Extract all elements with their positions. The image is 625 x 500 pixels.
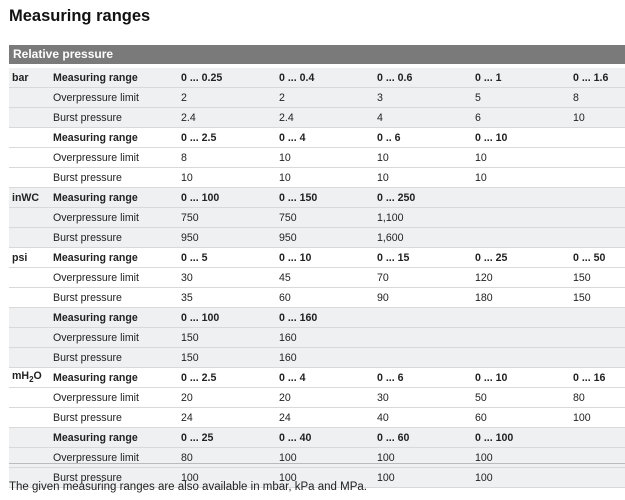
unit-cell: [9, 388, 53, 408]
value-cell: 0 .. 6: [377, 128, 475, 148]
value-cell: 100: [181, 468, 279, 488]
value-cell: [573, 348, 625, 368]
row-label: Overpressure limit: [53, 88, 181, 108]
value-cell: 40: [377, 408, 475, 428]
unit-cell: [9, 308, 53, 328]
value-cell: 2: [279, 88, 377, 108]
row-label: Burst pressure: [53, 288, 181, 308]
row-label: Overpressure limit: [53, 268, 181, 288]
value-cell: 150: [573, 288, 625, 308]
unit-cell: [9, 328, 53, 348]
table-row: [9, 448, 625, 468]
value-cell: 0 ... 0.6: [377, 68, 475, 88]
value-cell: 0 ... 2.5: [181, 368, 279, 388]
value-cell: 24: [279, 408, 377, 428]
value-cell: [573, 168, 625, 188]
value-cell: 80: [181, 448, 279, 468]
value-cell: 950: [181, 228, 279, 248]
value-cell: 100: [377, 448, 475, 468]
value-cell: 0 ... 40: [279, 428, 377, 448]
row-label: Measuring range: [53, 188, 181, 208]
value-cell: [573, 148, 625, 168]
value-cell: [475, 308, 573, 328]
row-label: Measuring range: [53, 368, 181, 388]
value-cell: [573, 468, 625, 488]
value-cell: 0 ... 6: [377, 368, 475, 388]
value-cell: 10: [475, 168, 573, 188]
value-cell: [573, 428, 625, 448]
value-cell: 30: [377, 388, 475, 408]
value-cell: 160: [279, 328, 377, 348]
table-row: [9, 108, 625, 128]
value-cell: 10: [279, 148, 377, 168]
value-cell: 0 ... 250: [377, 188, 475, 208]
unit-cell: [9, 128, 53, 148]
value-cell: 60: [279, 288, 377, 308]
unit-cell: [9, 448, 53, 468]
row-label: Measuring range: [53, 248, 181, 268]
value-cell: 2.4: [181, 108, 279, 128]
unit-cell: bar: [9, 68, 53, 88]
row-label: Overpressure limit: [53, 388, 181, 408]
table-row: [9, 148, 625, 168]
value-cell: 4: [377, 108, 475, 128]
value-cell: 70: [377, 268, 475, 288]
section-header-relative-pressure: Relative pressure: [9, 45, 625, 64]
value-cell: 35: [181, 288, 279, 308]
value-cell: 10: [181, 168, 279, 188]
value-cell: 20: [279, 388, 377, 408]
row-label: Measuring range: [53, 68, 181, 88]
table-row: [9, 228, 625, 248]
row-label: Burst pressure: [53, 108, 181, 128]
value-cell: 0 ... 60: [377, 428, 475, 448]
page-title: Measuring ranges: [9, 7, 151, 25]
value-cell: 0 ... 100: [181, 308, 279, 328]
value-cell: 100: [279, 468, 377, 488]
table-row: [9, 328, 625, 348]
table-row: [9, 308, 625, 328]
value-cell: 0 ... 15: [377, 248, 475, 268]
table-row: [9, 68, 625, 88]
value-cell: 60: [475, 408, 573, 428]
value-cell: [377, 328, 475, 348]
table-row: [9, 348, 625, 368]
value-cell: 0 ... 10: [475, 128, 573, 148]
row-label: Burst pressure: [53, 348, 181, 368]
table-row: [9, 168, 625, 188]
row-label: Overpressure limit: [53, 148, 181, 168]
value-cell: 90: [377, 288, 475, 308]
unit-cell: [9, 88, 53, 108]
measuring-ranges-table: [9, 68, 625, 488]
value-cell: 10: [377, 148, 475, 168]
value-cell: 0 ... 160: [279, 308, 377, 328]
value-cell: 0 ... 100: [181, 188, 279, 208]
value-cell: 10: [475, 148, 573, 168]
value-cell: 2.4: [279, 108, 377, 128]
unit-cell: [9, 168, 53, 188]
value-cell: 0 ... 10: [475, 368, 573, 388]
value-cell: 1,100: [377, 208, 475, 228]
value-cell: [475, 188, 573, 208]
value-cell: 30: [181, 268, 279, 288]
value-cell: 24: [181, 408, 279, 428]
row-label: Burst pressure: [53, 408, 181, 428]
table-row: [9, 288, 625, 308]
row-label: Burst pressure: [53, 468, 181, 488]
value-cell: [475, 228, 573, 248]
value-cell: 120: [475, 268, 573, 288]
value-cell: 2: [181, 88, 279, 108]
value-cell: 10: [279, 168, 377, 188]
value-cell: 50: [475, 388, 573, 408]
value-cell: 80: [573, 388, 625, 408]
value-cell: 750: [279, 208, 377, 228]
value-cell: 45: [279, 268, 377, 288]
value-cell: 0 ... 25: [181, 428, 279, 448]
table-row: [9, 248, 625, 268]
row-label: Burst pressure: [53, 228, 181, 248]
value-cell: 0 ... 4: [279, 368, 377, 388]
footnote: The given measuring ranges are also available in mbar, kPa and MPa.: [9, 481, 367, 493]
table-row: [9, 408, 625, 428]
unit-cell: [9, 268, 53, 288]
value-cell: 0 ... 5: [181, 248, 279, 268]
value-cell: [573, 228, 625, 248]
value-cell: 0 ... 0.4: [279, 68, 377, 88]
value-cell: [573, 188, 625, 208]
value-cell: 150: [181, 348, 279, 368]
value-cell: [573, 448, 625, 468]
value-cell: 750: [181, 208, 279, 228]
value-cell: 6: [475, 108, 573, 128]
value-cell: 100: [475, 448, 573, 468]
row-label: Measuring range: [53, 308, 181, 328]
value-cell: [377, 348, 475, 368]
row-label: Overpressure limit: [53, 208, 181, 228]
value-cell: [573, 208, 625, 228]
value-cell: [475, 328, 573, 348]
value-cell: 150: [573, 268, 625, 288]
value-cell: 10: [377, 168, 475, 188]
value-cell: 950: [279, 228, 377, 248]
unit-cell: [9, 228, 53, 248]
unit-cell: $mH_2O$: [9, 368, 53, 388]
unit-cell: psi: [9, 248, 53, 268]
value-cell: 0 ... 50: [573, 248, 625, 268]
value-cell: 0 ... 4: [279, 128, 377, 148]
table-row: [9, 188, 625, 208]
value-cell: 100: [279, 448, 377, 468]
unit-cell: [9, 108, 53, 128]
value-cell: 0 ... 1.6: [573, 68, 625, 88]
value-cell: 180: [475, 288, 573, 308]
value-cell: 100: [475, 468, 573, 488]
row-label: Overpressure limit: [53, 328, 181, 348]
row-label: Overpressure limit: [53, 448, 181, 468]
table-row: [9, 368, 625, 388]
value-cell: 10: [573, 108, 625, 128]
value-cell: 5: [475, 88, 573, 108]
table-row: [9, 88, 625, 108]
value-cell: [573, 128, 625, 148]
value-cell: [573, 328, 625, 348]
value-cell: [475, 348, 573, 368]
bottom-divider: [9, 463, 625, 464]
value-cell: [573, 308, 625, 328]
value-cell: 0 ... 2.5: [181, 128, 279, 148]
value-cell: 3: [377, 88, 475, 108]
value-cell: 8: [573, 88, 625, 108]
value-cell: 0 ... 150: [279, 188, 377, 208]
value-cell: 0 ... 16: [573, 368, 625, 388]
unit-cell: [9, 428, 53, 448]
value-cell: 20: [181, 388, 279, 408]
value-cell: [377, 308, 475, 328]
value-cell: 0 ... 10: [279, 248, 377, 268]
value-cell: 100: [377, 468, 475, 488]
value-cell: [475, 208, 573, 228]
value-cell: 1,600: [377, 228, 475, 248]
value-cell: 100: [573, 408, 625, 428]
value-cell: 0 ... 0.25: [181, 68, 279, 88]
row-label: Measuring range: [53, 428, 181, 448]
unit-cell: [9, 348, 53, 368]
unit-cell: [9, 208, 53, 228]
table-row: [9, 128, 625, 148]
value-cell: 0 ... 25: [475, 248, 573, 268]
value-cell: 150: [181, 328, 279, 348]
table-row: [9, 388, 625, 408]
unit-cell: inWC: [9, 188, 53, 208]
value-cell: 160: [279, 348, 377, 368]
unit-cell: [9, 408, 53, 428]
table-row: [9, 428, 625, 448]
value-cell: 0 ... 1: [475, 68, 573, 88]
table-row: [9, 208, 625, 228]
unit-cell: [9, 148, 53, 168]
row-label: Measuring range: [53, 128, 181, 148]
unit-cell: [9, 288, 53, 308]
table-row: [9, 268, 625, 288]
value-cell: 0 ... 100: [475, 428, 573, 448]
value-cell: 8: [181, 148, 279, 168]
row-label: Burst pressure: [53, 168, 181, 188]
